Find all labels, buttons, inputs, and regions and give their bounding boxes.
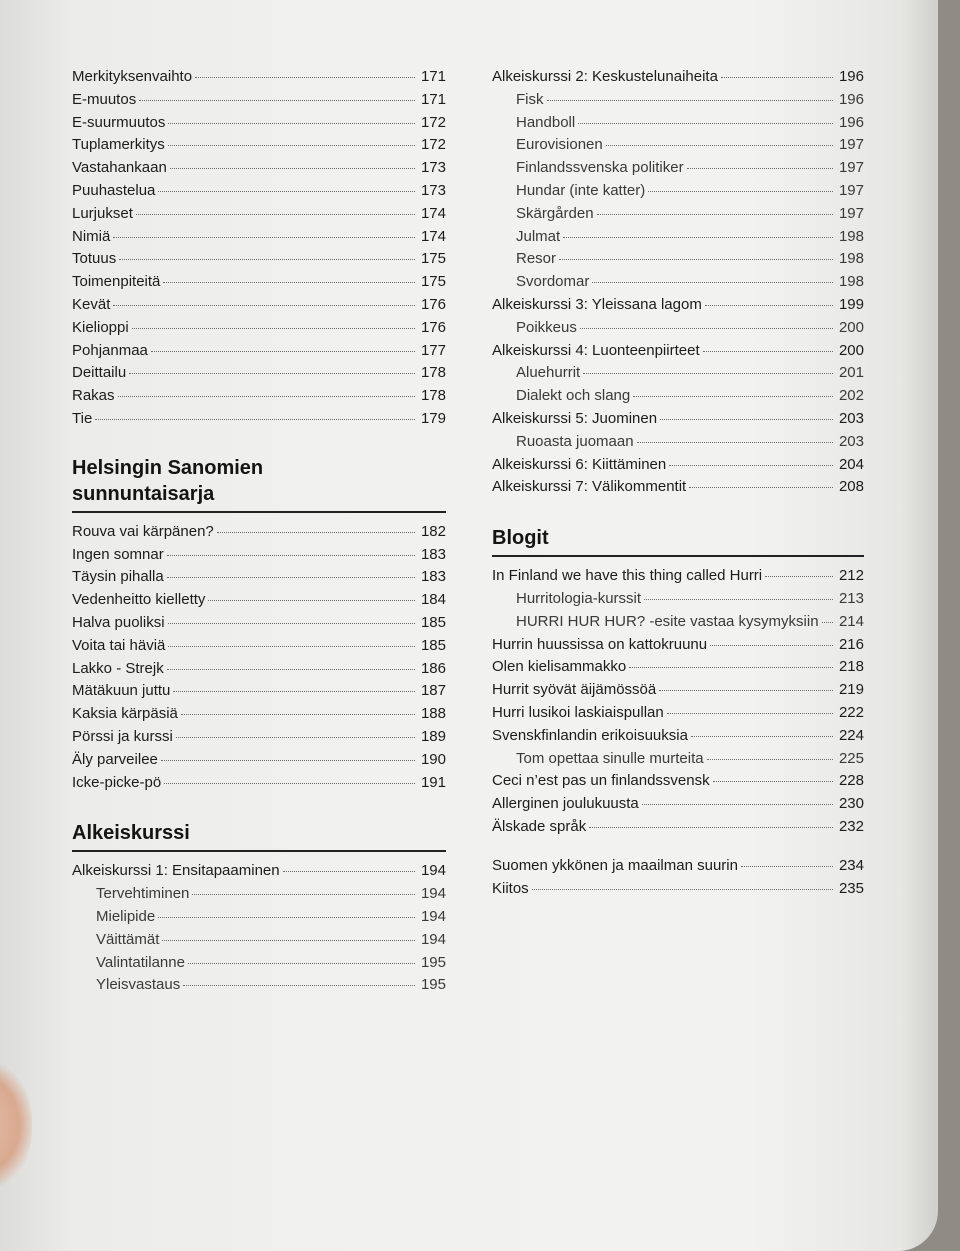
toc-entry-title: Fisk (516, 90, 544, 108)
toc-entry-page: 176 (420, 318, 446, 336)
dot-leader (703, 351, 833, 352)
dot-leader (167, 669, 415, 670)
dot-leader (687, 168, 833, 169)
dot-leader (563, 237, 833, 238)
toc-entry (492, 362, 864, 385)
dot-leader (164, 783, 415, 784)
dot-leader (192, 894, 415, 895)
dot-leader (163, 282, 415, 283)
toc-entry-page: 177 (420, 341, 446, 359)
toc-entry (72, 860, 446, 883)
toc-entry-page: 182 (420, 522, 446, 540)
dot-leader (129, 373, 415, 374)
toc-entry-page: 219 (838, 681, 864, 699)
toc-entry (72, 703, 446, 726)
toc-entry (492, 431, 864, 454)
toc-entry-title: Dialekt och slang (516, 387, 631, 405)
toc-entry-title: Ruoasta juomaan (516, 432, 634, 450)
toc-entry-title: Poikkeus (516, 318, 577, 336)
toc-entry-title: Kevät (72, 295, 111, 313)
toc-entry (72, 952, 446, 975)
toc-entry-title: Resor (516, 250, 557, 268)
toc-entry (492, 112, 864, 135)
dot-leader (659, 690, 833, 691)
toc-right-column (492, 66, 864, 900)
dot-leader (629, 667, 833, 668)
toc-entry (72, 408, 446, 431)
toc-entry-title: Väittämät (96, 930, 160, 948)
toc-entry-title: Toimenpiteitä (72, 273, 161, 291)
toc-entry-title: Äly parveilee (72, 750, 158, 768)
toc-entry-title: Ingen somnar (72, 545, 164, 563)
dot-leader (119, 259, 415, 260)
toc-entry (492, 203, 864, 226)
toc-entry-title: Voita tai häviä (72, 636, 166, 654)
toc-entry (72, 658, 446, 681)
dot-leader (713, 781, 833, 782)
dot-leader (689, 487, 833, 488)
toc-entry-page: 230 (838, 795, 864, 813)
toc-entry-title: Hurri lusikoi laskiaispullan (492, 703, 664, 721)
toc-entry-title: Alkeiskurssi 7: Välikommentit (492, 478, 687, 496)
dot-leader (667, 713, 833, 714)
toc-entry-title: Pörssi ja kurssi (72, 727, 173, 745)
dot-leader (162, 940, 415, 941)
toc-entry (72, 271, 446, 294)
toc-entry (492, 271, 864, 294)
dot-leader (151, 351, 415, 352)
toc-entry (492, 816, 864, 839)
toc-entry-title: Hurritologia-kurssit (516, 589, 642, 607)
toc-entry (492, 565, 864, 588)
toc-entry (492, 748, 864, 771)
toc-entry (72, 726, 446, 749)
toc-entry-title: Julmat (516, 227, 561, 245)
toc-entry (492, 725, 864, 748)
toc-entry-page: 197 (838, 136, 864, 154)
toc-entry (72, 112, 446, 135)
toc-entry-page: 178 (420, 364, 446, 382)
toc-entry-title: Vedenheitto kielletty (72, 591, 206, 609)
toc-entry-page: 200 (838, 318, 864, 336)
toc-entry-title: Allerginen joulukuusta (492, 795, 639, 813)
toc-entry-page: 198 (838, 273, 864, 291)
toc-entry-page: 200 (838, 341, 864, 359)
toc-entry (72, 248, 446, 271)
toc-entry-page: 179 (420, 409, 446, 427)
toc-group-alkeiskurssi (72, 860, 446, 997)
toc-entry-page: 196 (838, 90, 864, 108)
dot-leader (559, 259, 833, 260)
toc-entry-page: 190 (420, 750, 446, 768)
toc-entry (492, 180, 864, 203)
dot-leader (592, 282, 833, 283)
dot-leader (669, 465, 833, 466)
dot-leader (217, 532, 415, 533)
toc-entry-page: 172 (420, 113, 446, 131)
toc-entry (72, 157, 446, 180)
dot-leader (118, 396, 415, 397)
toc-entry (72, 906, 446, 929)
toc-entry (72, 385, 446, 408)
toc-entry-title: Finlandssvenska politiker (516, 159, 684, 177)
section-heading-helsingin-sanomien (72, 455, 446, 513)
toc-group-blogit (492, 565, 864, 839)
dot-leader (158, 191, 415, 192)
dot-leader (176, 737, 415, 738)
toc-entry-title: Kaksia kärpäsiä (72, 705, 178, 723)
toc-entry-page: 195 (420, 976, 446, 994)
toc-entry (492, 89, 864, 112)
toc-entry-title: Skärgården (516, 204, 594, 222)
toc-entry-page: 234 (838, 856, 864, 874)
dot-leader (547, 100, 834, 101)
toc-entry (492, 317, 864, 340)
dot-leader (721, 77, 833, 78)
dot-leader (168, 145, 415, 146)
toc-entry-title: HURRI HUR HUR? -esite vastaa kysymyksiin (516, 612, 819, 630)
dot-leader (583, 373, 833, 374)
dot-leader (170, 168, 415, 169)
dot-leader (139, 100, 415, 101)
toc-entry-page: 204 (838, 455, 864, 473)
toc-entry (72, 340, 446, 363)
toc-entry-page: 208 (838, 478, 864, 496)
dot-leader (158, 917, 415, 918)
toc-entry (492, 157, 864, 180)
toc-entry (72, 294, 446, 317)
toc-entry-page: 188 (420, 705, 446, 723)
toc-entry-page: 191 (420, 773, 446, 791)
toc-entry-page: 194 (420, 862, 446, 880)
toc-entry-title: Olen kielisammakko (492, 658, 627, 676)
toc-entry-page: 189 (420, 727, 446, 745)
dot-leader (183, 985, 415, 986)
toc-entry (72, 929, 446, 952)
toc-entry (492, 878, 864, 901)
toc-entry-title: Aluehurrit (516, 364, 581, 382)
toc-entry-page: 175 (420, 250, 446, 268)
toc-entry-page: 194 (420, 930, 446, 948)
toc-entry-title: Hurrin huussissa on kattokruunu (492, 635, 708, 653)
toc-entry (492, 134, 864, 157)
toc-entry (72, 226, 446, 249)
toc-entry-title: Alkeiskurssi 1: Ensitapaaminen (72, 862, 280, 880)
dot-leader (710, 645, 833, 646)
toc-entry-title: Totuus (72, 250, 117, 268)
toc-entry-title: Valintatilanne (96, 953, 185, 971)
toc-entry-page: 196 (838, 113, 864, 131)
toc-entry (492, 793, 864, 816)
toc-entry (72, 180, 446, 203)
toc-entry-page: 173 (420, 159, 446, 177)
toc-left-column (72, 66, 446, 997)
toc-entry-title: Suomen ykkönen ja maailman suurin (492, 856, 738, 874)
dot-leader (188, 963, 415, 964)
toc-entry-page: 186 (420, 659, 446, 677)
toc-entry-page: 224 (838, 726, 864, 744)
toc-entry-page: 199 (838, 295, 864, 313)
toc-entry (72, 134, 446, 157)
toc-entry-page: 198 (838, 227, 864, 245)
toc-entry-page: 225 (838, 749, 864, 767)
section-heading-alkeiskurssi: Alkeiskurssi (72, 820, 446, 852)
toc-entry-page: 197 (838, 181, 864, 199)
toc-entry-page: 194 (420, 907, 446, 925)
toc-entry-page: 212 (838, 567, 864, 585)
dot-leader (208, 600, 415, 601)
toc-entry-page: 203 (838, 409, 864, 427)
dot-leader (167, 555, 415, 556)
dot-leader (597, 214, 833, 215)
toc-entry-title: In Finland we have this thing called Hurri (492, 567, 763, 585)
toc-entry-page: 197 (838, 159, 864, 177)
toc-entry (492, 855, 864, 878)
toc-entry-title: Mätäkuun juttu (72, 682, 171, 700)
dot-leader (589, 827, 833, 828)
toc-entry (492, 702, 864, 725)
toc-entry (72, 66, 446, 89)
dot-leader (113, 305, 415, 306)
toc-entry (72, 635, 446, 658)
section-heading-line2: sunnuntaisarja (72, 482, 215, 505)
toc-entry-title: Alkeiskurssi 3: Yleissana lagom (492, 295, 702, 313)
toc-entry-page: 235 (838, 879, 864, 897)
dot-leader (606, 145, 833, 146)
toc-entry (72, 589, 446, 612)
toc-entry (72, 749, 446, 772)
toc-entry (492, 679, 864, 702)
toc-entry-page: 171 (420, 68, 446, 85)
dot-leader (195, 77, 415, 78)
toc-entry (492, 385, 864, 408)
dot-leader (691, 736, 833, 737)
toc-entry-title: Tom opettaa sinulle murteita (516, 749, 704, 767)
dot-leader (741, 866, 833, 867)
toc-entry-page: 173 (420, 181, 446, 199)
toc-entry-title: Tie (72, 409, 93, 427)
toc-entry-page: 194 (420, 885, 446, 903)
toc-entry-title: Deittailu (72, 364, 127, 382)
toc-entry-title: Lurjukset (72, 204, 133, 222)
dot-leader (765, 576, 833, 577)
toc-entry-title: Halva puoliksi (72, 613, 165, 631)
dot-leader (648, 191, 833, 192)
toc-entry-page: 185 (420, 613, 446, 631)
toc-entry-page: 203 (838, 432, 864, 450)
toc-entry-title: Mielipide (96, 907, 156, 925)
toc-entry-page: 195 (420, 953, 446, 971)
toc-entry-title: Tervehtiminen (96, 885, 190, 903)
dot-leader (642, 804, 833, 805)
toc-entry-page: 171 (420, 90, 446, 108)
toc-entry (72, 680, 446, 703)
toc-entry-title: Svordomar (516, 273, 590, 291)
toc-entry (492, 408, 864, 431)
toc-entry (492, 226, 864, 249)
toc-entry-page: 174 (420, 227, 446, 245)
toc-entry (72, 317, 446, 340)
toc-entry-title: Puuhastelua (72, 181, 156, 199)
toc-entry-page: 213 (838, 589, 864, 607)
toc-entry-title: E-suurmuutos (72, 113, 166, 131)
toc-entry-title: Tuplamerkitys (72, 136, 165, 154)
dot-leader (580, 328, 833, 329)
toc-entry (72, 362, 446, 385)
toc-entry-title: Alkeiskurssi 6: Kiittäminen (492, 455, 667, 473)
toc-entry (72, 612, 446, 635)
toc-entry (492, 476, 864, 499)
toc-entry-title: Alkeiskurssi 2: Keskustelunaiheita (492, 68, 718, 85)
toc-entry-title: Rouva vai kärpänen? (72, 522, 214, 540)
toc-group-early (72, 66, 446, 431)
toc-entry-title: Hurrit syövät äijämössöä (492, 681, 657, 699)
toc-entry-title: Kiitos (492, 879, 529, 897)
toc-entry-page: 183 (420, 568, 446, 586)
toc-entry (72, 203, 446, 226)
dot-leader (660, 419, 833, 420)
toc-entry-page: 218 (838, 658, 864, 676)
toc-entry-title: Lakko - Strejk (72, 659, 164, 677)
toc-entry-title: Rakas (72, 387, 115, 405)
section-heading-line1: Helsingin Sanomien (72, 456, 264, 479)
toc-entry-title: Handboll (516, 113, 576, 131)
toc-entry-page: 197 (838, 204, 864, 222)
toc-entry-title: Vastahankaan (72, 159, 167, 177)
dot-leader (168, 646, 415, 647)
toc-group-alkeiskurssi-continued (492, 66, 864, 499)
toc-entry (492, 248, 864, 271)
toc-entry (72, 974, 446, 997)
dot-leader (167, 577, 415, 578)
dot-leader (633, 396, 833, 397)
toc-entry (72, 772, 446, 795)
dot-leader (161, 760, 415, 761)
dot-leader (95, 419, 415, 420)
toc-entry-page: 172 (420, 136, 446, 154)
toc-entry-page: 174 (420, 204, 446, 222)
toc-entry (492, 656, 864, 679)
toc-entry-page: 185 (420, 636, 446, 654)
dot-leader (168, 123, 415, 124)
toc-entry-title: Yleisvastaus (96, 976, 181, 994)
dot-leader (283, 871, 415, 872)
toc-entry-page: 232 (838, 817, 864, 835)
toc-entry (492, 340, 864, 363)
toc-entry-title: Täysin pihalla (72, 568, 164, 586)
toc-entry-title: Hundar (inte katter) (516, 181, 646, 199)
toc-entry-title: Alkeiskurssi 5: Juominen (492, 409, 658, 427)
toc-entry-title: Svenskfinlandin erikoisuuksia (492, 726, 688, 744)
dot-leader (644, 599, 833, 600)
toc-entry-page: 201 (838, 364, 864, 382)
toc-entry-page: 184 (420, 591, 446, 609)
toc-entry-title: Eurovisionen (516, 136, 603, 154)
toc-entry-title: Icke-picke-pö (72, 773, 162, 791)
toc-entry-page: 216 (838, 635, 864, 653)
toc-entry-title: Alkeiskurssi 4: Luonteenpiirteet (492, 341, 700, 359)
dot-leader (181, 714, 415, 715)
dot-leader (705, 305, 833, 306)
dot-leader (168, 623, 415, 624)
toc-entry (492, 634, 864, 657)
toc-group-final (492, 855, 864, 901)
toc-entry (492, 454, 864, 477)
toc-entry-page: 198 (838, 250, 864, 268)
toc-entry (492, 770, 864, 793)
toc-entry (492, 611, 864, 634)
toc-entry-page: 183 (420, 545, 446, 563)
toc-entry-page: 187 (420, 682, 446, 700)
dot-leader (113, 237, 415, 238)
toc-entry-page: 196 (838, 68, 864, 85)
toc-entry-page: 178 (420, 387, 446, 405)
toc-entry-title: Älskade språk (492, 817, 587, 835)
dot-leader (707, 759, 833, 760)
dot-leader (532, 889, 833, 890)
dot-leader (822, 622, 833, 623)
toc-entry-title: Nimiä (72, 227, 111, 245)
toc-entry-page: 228 (838, 772, 864, 790)
toc-entry (72, 544, 446, 567)
dot-leader (173, 691, 415, 692)
dot-leader (132, 328, 415, 329)
toc-entry (492, 294, 864, 317)
toc-entry-page: 176 (420, 295, 446, 313)
dot-leader (136, 214, 415, 215)
toc-entry-title: Kielioppi (72, 318, 129, 336)
section-heading-blogit: Blogit (492, 525, 864, 557)
toc-entry-page: 214 (838, 612, 864, 630)
toc-entry (72, 883, 446, 906)
toc-entry-title: Ceci n’est pas un finlandssvensk (492, 772, 710, 790)
toc-entry-page: 202 (838, 387, 864, 405)
dot-leader (637, 442, 833, 443)
toc-entry-title: Merkityksenvaihto (72, 68, 193, 85)
toc-entry (492, 588, 864, 611)
toc-entry (72, 89, 446, 112)
toc-entry (72, 566, 446, 589)
toc-entry-title: E-muutos (72, 90, 137, 108)
toc-entry-page: 222 (838, 703, 864, 721)
dot-leader (578, 123, 833, 124)
toc-entry (72, 521, 446, 544)
toc-entry-page: 175 (420, 273, 446, 291)
toc-entry (492, 66, 864, 89)
toc-entry-title: Pohjanmaa (72, 341, 148, 359)
toc-group-helsingin-sanomien (72, 521, 446, 795)
